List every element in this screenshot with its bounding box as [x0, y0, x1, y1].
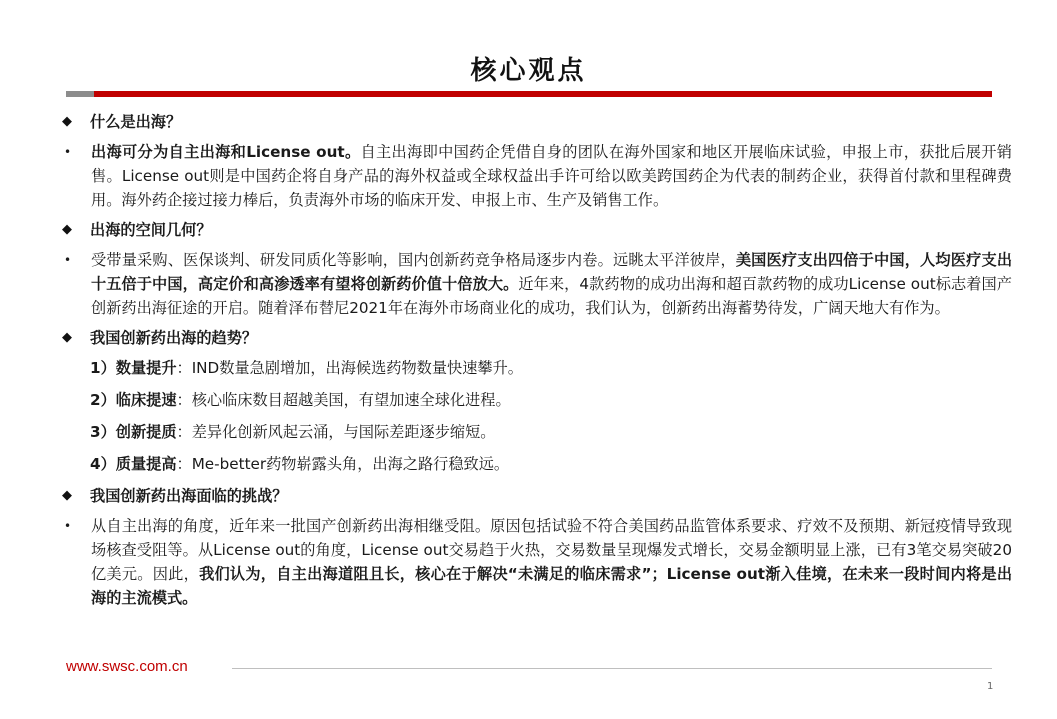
paragraph-challenges: [62, 514, 1012, 610]
trend-num: 4）: [90, 455, 116, 473]
trend-bold: 数量提升: [115, 359, 177, 377]
trend-item-1: [62, 356, 1012, 380]
trend-text: ：Me-better药物崭露头角，出海之路行稳致远。: [176, 455, 510, 473]
paragraph-bold: 美国医疗支出四倍于中国，人均医疗支出十五倍于中国，高定价和高渗透率有望将创新药价值十倍放大。: [91, 251, 1013, 293]
diamond-bullet-icon: ◆: [62, 330, 72, 345]
trend-text: ：IND数量急剧增加，出海候选药物数量快速攀升。: [176, 359, 523, 377]
section-heading-what-is: [62, 110, 1012, 134]
bullet-dot-icon: •: [64, 145, 72, 159]
heading-text: 我国创新药出海的趋势？: [90, 329, 258, 347]
section-heading-space: [62, 218, 1012, 242]
footer-divider: [232, 668, 992, 669]
trend-num: 3）: [90, 423, 116, 441]
trend-bold: 临床提速: [115, 391, 177, 409]
paragraph-pre: 从自主出海的角度，近年来一批国产创新药出海相继受阻。原因包括试验不符合美国药品监管体系要求、疗效不及预期、新冠疫情导致现场核查受阻等。从License out的角度，License out交易趋于火热，交易数量呈现爆发式增长，交易金额明显上涨，已有3笔交易突破20亿美元。因此，: [91, 517, 1012, 583]
diamond-bullet-icon: ◆: [62, 488, 72, 503]
trend-text: ：核心临床数目超越美国，有望加速全球化进程。: [176, 391, 511, 409]
paragraph-text: [91, 248, 1012, 320]
trend-item-3: [62, 420, 1012, 444]
section-heading-trends: [62, 326, 1012, 350]
divider-grey-segment: [66, 91, 94, 97]
trend-item-2: [62, 388, 1012, 412]
paragraph-pre: 受带量采购、医保谈判、研发同质化等影响，国内创新药竞争格局逐步内卷。远眺太平洋彼岸，: [91, 251, 736, 269]
bullet-dot-icon: •: [64, 519, 72, 533]
title-divider: [66, 91, 992, 97]
paragraph-bold: 出海可分为自主出海和License out。: [91, 143, 361, 161]
trend-bold: 创新提质: [115, 423, 177, 441]
bullet-dot-icon: •: [64, 253, 72, 267]
trend-text: ：差异化创新风起云涌，与国际差距逐步缩短。: [176, 423, 496, 441]
paragraph-post: 近年来，4款药物的成功出海和超百款药物的成功License out标志着国产创新药出海征途的开启。随着泽布替尼2021年在海外市场商业化的成功，我们认为，创新药出海蓄势待发，广阔天地大有作为。: [91, 275, 1012, 317]
trend-num: 1）: [90, 359, 116, 377]
paragraph-text: [91, 140, 1012, 212]
heading-text: 什么是出海？: [90, 113, 182, 131]
trend-bold: 质量提高: [115, 455, 177, 473]
section-heading-challenges: [62, 484, 1012, 508]
page-title: 核心观点: [470, 56, 587, 86]
paragraph-rest: 自主出海即中国药企凭借自身的团队在海外国家和地区开展临床试验，申报上市，获批后展开销售。License out则是中国药企将自身产品的海外权益或全球权益出手许可给以欧美跨国药企为代表的制药企业，获得首付款和里程碑费用。海外药企接过接力棒后，负责海外市场的临床开发、申报上市、生产及销售工作。: [91, 143, 1012, 209]
main-content: [62, 110, 1012, 614]
paragraph-bold: 我们认为，自主出海道阻且长，核心在于解决“未满足的临床需求”；License out渐入佳境，在未来一段时间内将是出海的主流模式。: [91, 565, 1013, 607]
paragraph-text: [91, 514, 1012, 610]
heading-text: 出海的空间几何？: [90, 221, 212, 239]
page-number: 1: [987, 681, 994, 692]
footer-website-link[interactable]: www.swsc.com.cn: [66, 658, 188, 675]
heading-text: 我国创新药出海面临的挑战？: [90, 487, 288, 505]
trend-num: 2）: [90, 391, 116, 409]
paragraph-what-is: [62, 140, 1012, 212]
trend-item-4: [62, 452, 1012, 476]
diamond-bullet-icon: ◆: [62, 114, 72, 129]
divider-red-segment: [94, 91, 992, 97]
paragraph-space: [62, 248, 1012, 320]
diamond-bullet-icon: ◆: [62, 222, 72, 237]
